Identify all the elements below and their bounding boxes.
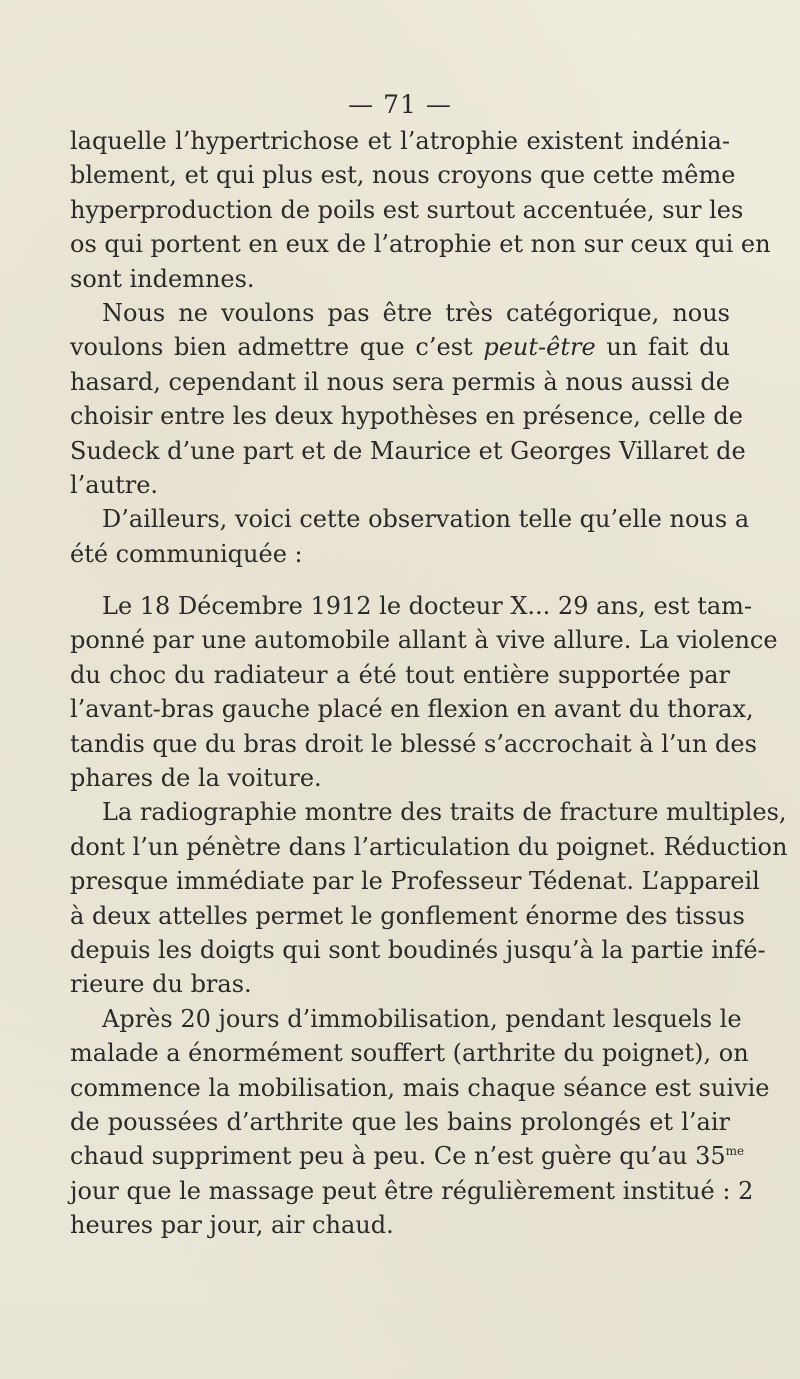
text-line: hasard, cependant il nous sera permis à nous aussi de [70, 367, 730, 396]
text-line: été communiquée : [70, 539, 303, 568]
page-number: — 71 — [348, 90, 452, 119]
text-line: os qui portent en eux de l’atrophie et non sur ceux qui en [70, 230, 771, 259]
ordinal-suffix: me [725, 1144, 745, 1159]
text-line: à deux attelles permet le gonflement énorme des tissus [70, 901, 745, 930]
paragraph [70, 124, 771, 296]
text-line: Le 18 Décembre 1912 le docteur X... 29 ans, est tam- [102, 592, 753, 621]
paragraph [70, 502, 750, 571]
text-line: choisir entre les deux hypothèses en présence, celle de [70, 402, 743, 431]
text-line: phares de la voiture. [70, 764, 322, 793]
text-line: commence la mobilisation, mais chaque séance est suivie [70, 1073, 770, 1102]
text-line: malade a énormément souffert (arthrite du poignet), on [70, 1039, 749, 1068]
text-fragment: un fait du [606, 333, 730, 362]
text-line: Nous ne voulons pas être très catégorique, nous [102, 298, 730, 327]
text-line: hyperproduction de poils est surtout accentuée, sur les [70, 195, 744, 224]
text-line: heures par jour, air chaud. [70, 1211, 394, 1240]
text-line: presque immédiate par le Professeur Tédenat. L’appareil [70, 867, 760, 896]
text-line: blement, et qui plus est, nous croyons que cette même [70, 161, 736, 190]
text-line: depuis les doigts qui sont boudinés jusqu’à la partie infé- [70, 935, 766, 964]
text-line: laquelle l’hypertrichose et l’atrophie existent indénia- [70, 127, 730, 155]
text-line: l’autre. [70, 470, 159, 499]
italic-emphasis: peut-être [483, 333, 596, 362]
text-line [70, 1139, 745, 1173]
text-line: de poussées d’arthrite que les bains prolongés et l’air [70, 1107, 730, 1136]
paragraph [70, 795, 788, 1001]
paragraph [70, 589, 778, 795]
paragraph-gap [70, 571, 730, 589]
ordinal-number: 35 [695, 1142, 726, 1171]
text-line: Sudeck d’une part et de Maurice et Georges Villaret de [70, 436, 746, 465]
paragraph [70, 1002, 770, 1243]
text-line: D’ailleurs, voici cette observation telle qu’elle nous a [102, 505, 750, 534]
text-line: ponné par une automobile allant à vive allure. La violence [70, 626, 778, 655]
text-line: dont l’un pénètre dans l’articulation du poignet. Réduction [70, 832, 788, 861]
text-line [70, 330, 730, 364]
text-line: du choc du radiateur a été tout entière supportée par [70, 660, 730, 689]
text-line: La radiographie montre des traits de fracture multiples, [102, 798, 787, 827]
text-line: tandis que du bras droit le blessé s’accrochait à l’un des [70, 729, 757, 758]
paragraph [70, 296, 746, 502]
text-line: Après 20 jours d’immobilisation, pendant lesquels le [102, 1004, 742, 1033]
text-line: rieure du bras. [70, 970, 252, 999]
text-line: sont indemnes. [70, 264, 255, 293]
text-fragment: voulons bien admettre que c’est [70, 333, 473, 362]
body-text [70, 124, 788, 1243]
text-line: jour que le massage peut être régulièrement institué : 2 [70, 1176, 754, 1205]
text-line: l’avant-bras gauche placé en flexion en avant du thorax, [70, 695, 754, 724]
text-fragment: chaud suppriment peu à peu. Ce n’est guère qu’au [70, 1142, 688, 1171]
